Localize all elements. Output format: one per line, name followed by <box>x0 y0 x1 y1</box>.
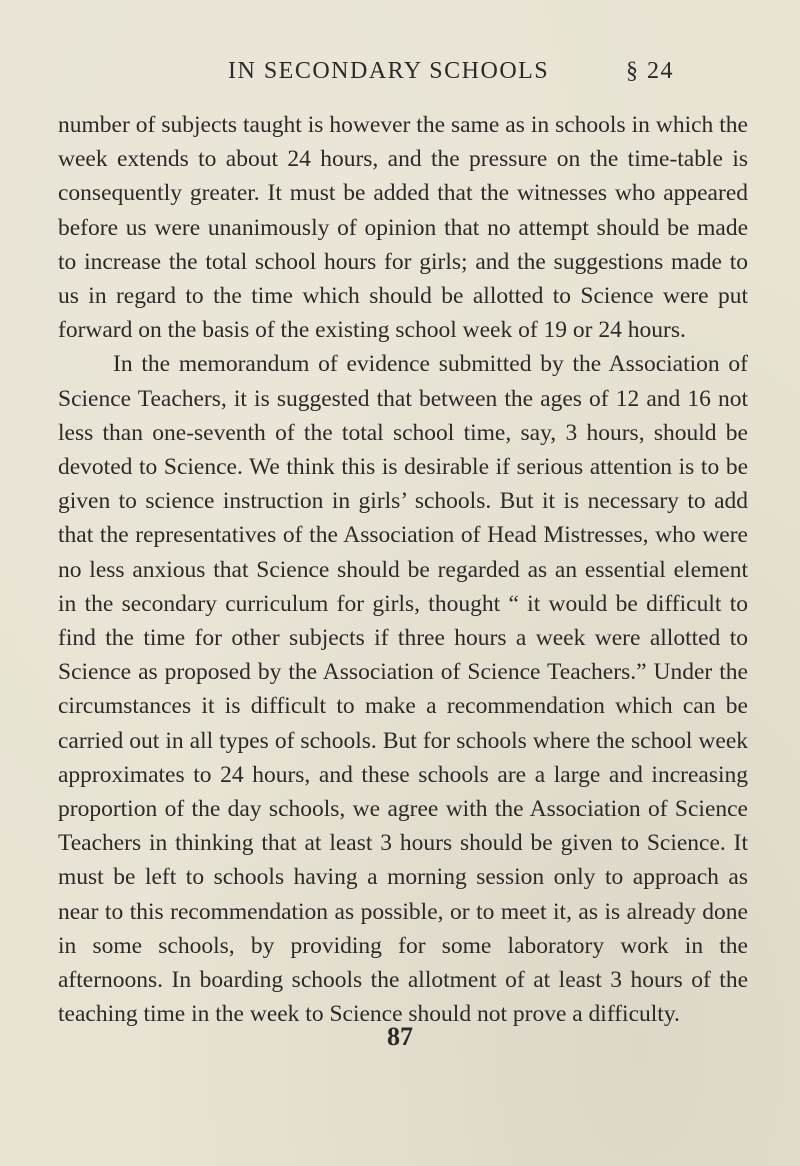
paragraph-continued: number of subjects taught is however the same as in schools in which the week extends to about 24 hours, and the pressure on the time-table is consequently greater. It must be added that the witnesses who appeared before us were unanimously of opinion that no attempt should be made to increase the total school hours for girls; and the suggestions made to us in regard to the time which should be allotted to Science were put forward on the basis of the existing school week of 19 or 24 hours. <box>58 112 748 344</box>
running-head-section-number: § 24 <box>626 58 674 84</box>
running-head-title: IN SECONDARY SCHOOLS <box>228 58 550 84</box>
paragraph-memorandum: In the memorandum of evidence submitted by the Association of Science Teachers, it is suggested that between the ages of 12 and 16 not less than one-seventh of the total school time, say, 3 hours, should be devoted to Science. We think this is desirable if serious attention is to be given to science instruction in girls’ schools. But it is necessary to add that the representatives of the Association of Head Mistresses, who were no less anxious that Science should be regarded as an essential element in the secondary curriculum for girls, thought “ it would be difficult to find the time for other subjects if three hours a week were allotted to Science as proposed by the Association of Science Teachers.” Under the circumstances it is difficult to make a recommendation which can be carried out in all types of schools. But for schools where the school week approximates to 24 hours, and these schools are a large and increasing proportion of the day schools, we agree with the Association of Science Teachers in thinking that at least 3 hours should be given to Science. It must be left to schools having a morning session only to approach as near to this recommendation as possible, or to meet it, as is already done in some schools, by providing for some laboratory work in the afternoons. In boarding schools the allotment of at least 3 hours of the teaching time in the week to Science should not prove a difficulty. <box>58 351 748 1028</box>
body-text <box>58 108 748 1031</box>
page-number: 87 <box>387 1022 413 1051</box>
running-head <box>0 58 800 92</box>
